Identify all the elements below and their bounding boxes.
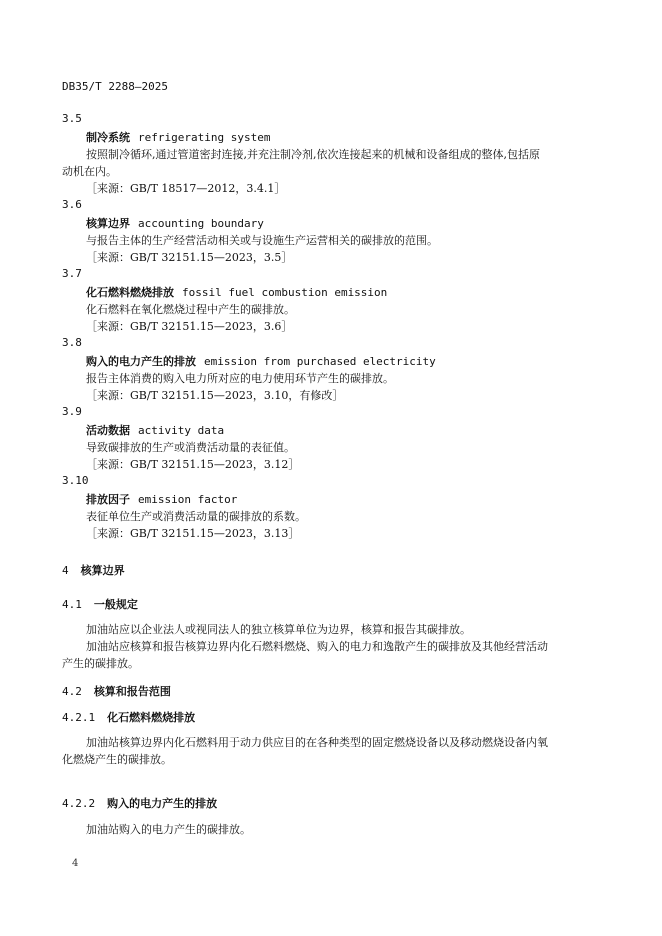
term-zh: 活动数据 <box>86 424 130 437</box>
section-title: 核算和报告范围 <box>93 685 171 698</box>
paragraph: 加油站购入的电力产生的碳排放。 <box>86 823 251 836</box>
term-zh: 化石燃料燃烧排放 <box>86 286 174 299</box>
term-number: 3.10 <box>62 474 89 487</box>
section-number: 4 <box>62 564 69 577</box>
term-en: emission from purchased electricity <box>204 355 436 368</box>
term-number: 3.7 <box>62 267 82 280</box>
term-definition-continued: 动机在内。 <box>62 165 117 178</box>
term-definition: 导致碳排放的生产或消费活动量的表征值。 <box>86 441 295 454</box>
term-source: ［来源：GB/T 32151.15—2023，3.13］ <box>86 527 300 540</box>
section-title: 一般规定 <box>93 598 138 611</box>
term-title <box>86 422 224 438</box>
term-source: ［来源：GB/T 32151.15—2023，3.10，有修改］ <box>86 389 344 402</box>
paragraph-continued: 产生的碳排放。 <box>62 657 139 670</box>
term-definition: 表征单位生产或消费活动量的碳排放的系数。 <box>86 510 306 523</box>
paragraph: 加油站应以企业法人或视同法人的独立核算单位为边界，核算和报告其碳排放。 <box>86 623 471 636</box>
term-en: fossil fuel combustion emission <box>182 286 388 299</box>
term-definition: 与报告主体的生产经营活动相关或与设施生产运营相关的碳排放的范围。 <box>86 234 438 247</box>
term-zh: 核算边界 <box>86 217 130 230</box>
paragraph: 加油站应核算和报告核算边界内化石燃料燃烧、购入的电力和逸散产生的碳排放及其他经营活动 <box>86 640 548 653</box>
section-number: 4.2.1 <box>62 711 96 724</box>
term-source: ［来源：GB/T 32151.15—2023，3.5］ <box>86 251 293 264</box>
section-title: 购入的电力产生的排放 <box>107 797 218 810</box>
term-title <box>86 129 270 145</box>
term-en: refrigerating system <box>138 131 271 144</box>
section-title: 化石燃料燃烧排放 <box>107 711 196 724</box>
term-number: 3.6 <box>62 198 82 211</box>
document-header-code: DB35/T 2288—2025 <box>62 80 168 93</box>
page-number: 4 <box>72 858 79 869</box>
term-en: accounting boundary <box>138 217 264 230</box>
term-source: ［来源：GB/T 32151.15—2023，3.6］ <box>86 320 293 333</box>
section-heading-4 <box>62 562 125 578</box>
section-number: 4.1 <box>62 598 82 611</box>
term-en: activity data <box>138 424 225 437</box>
term-definition: 化石燃料在氧化燃烧过程中产生的碳排放。 <box>86 303 295 316</box>
term-number: 3.9 <box>62 405 82 418</box>
section-heading-4-1 <box>62 596 138 612</box>
term-source: ［来源：GB/T 18517—2012，3.4.1］ <box>86 182 286 195</box>
term-title <box>86 284 387 300</box>
term-source: ［来源：GB/T 32151.15—2023，3.12］ <box>86 458 300 471</box>
section-heading-4-2-2 <box>62 795 217 811</box>
paragraph: 加油站核算边界内化石燃料用于动力供应目的在各种类型的固定燃烧设备以及移动燃烧设备内氧 <box>86 736 548 749</box>
term-zh: 购入的电力产生的排放 <box>86 355 196 368</box>
term-definition: 按照制冷循环,通过管道密封连接,并充注制冷剂,依次连接起来的机械和设备组成的整体,包括原 <box>86 148 540 161</box>
term-title <box>86 491 237 507</box>
paragraph-continued: 化燃烧产生的碳排放。 <box>62 753 172 766</box>
term-zh: 制冷系统 <box>86 131 130 144</box>
term-definition: 报告主体消费的购入电力所对应的电力使用环节产生的碳排放。 <box>86 372 394 385</box>
section-heading-4-2 <box>62 683 171 699</box>
section-heading-4-2-1 <box>62 709 195 725</box>
term-number: 3.8 <box>62 336 82 349</box>
term-en: emission factor <box>138 493 238 506</box>
term-title <box>86 215 264 231</box>
term-title <box>86 353 436 369</box>
section-number: 4.2 <box>62 685 82 698</box>
section-title: 核算边界 <box>80 564 125 577</box>
term-zh: 排放因子 <box>86 493 130 506</box>
section-number: 4.2.2 <box>62 797 96 810</box>
term-number: 3.5 <box>62 112 82 125</box>
